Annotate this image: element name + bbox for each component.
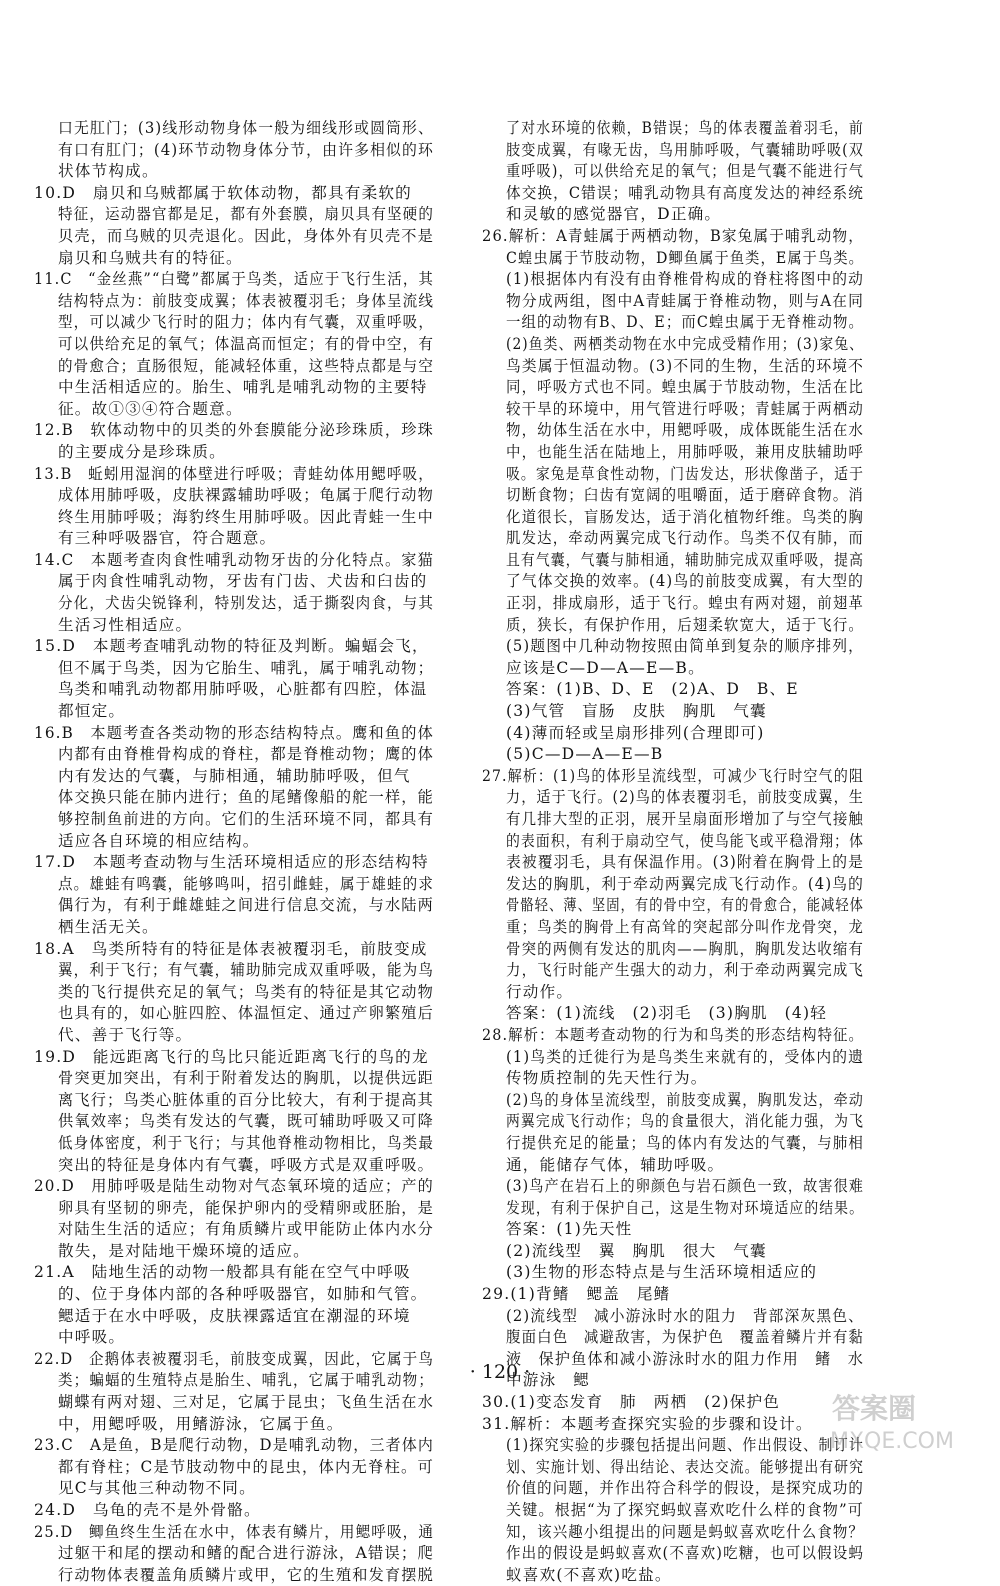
page-number: · 120 · xyxy=(469,1361,531,1383)
text-line: 供氧效率；鸟类有发达的气囊，既可辅助呼吸又可降 xyxy=(58,1112,434,1131)
watermark-url: MXQE.COM xyxy=(830,1429,954,1454)
text-line: 肌发达，牵动两翼完成飞行动作。鸟类不仅有肺，而 xyxy=(506,529,864,548)
text-line: (1)根据体内有没有由脊椎骨构成的脊柱将图中的动 xyxy=(506,270,864,289)
text-line: 可以供给充足的氧气；体温高而恒定；有的骨中空，有 xyxy=(58,334,434,353)
text-line: (2)流线型 减小游泳时水的阻力 背部深灰黑色、 xyxy=(506,1306,864,1325)
text-line: 腹面白色 减避敌害，为保护色 覆盖着鳞片并有黏 xyxy=(506,1328,864,1347)
text-line: 24.D 乌龟的壳不是外骨骼。 xyxy=(34,1501,261,1519)
text-line: 适应各自环境的相应结构。 xyxy=(58,831,260,850)
text-line: (3)气管 盲肠 皮肤 胸肌 气囊 xyxy=(506,702,767,721)
text-line: 结构特点为：前肢变成翼；体表被覆羽毛；身体呈流线 xyxy=(58,291,434,310)
text-line: 中，也能生活在陆地上，用肺呼吸，兼用皮肤辅助呼 xyxy=(506,442,864,461)
text-line: 蝴蝶有两对翅、三对足，它属于昆虫；飞鱼生活在水 xyxy=(58,1393,434,1412)
text-line: 中呼吸。 xyxy=(58,1328,126,1347)
text-line: (3)生物的形态特点是与生活环境相适应的 xyxy=(506,1263,818,1282)
text-line: 物，幼体生活在水中，用鳃呼吸，成体既能生活在水 xyxy=(506,421,864,440)
text-line: 突出的特征是身体内有气囊，呼吸方式是双重呼吸。 xyxy=(58,1155,434,1174)
text-line: 14.C 本题考查肉食性哺乳动物牙齿的分化特点。家猫 xyxy=(34,550,434,569)
text-line: 中生活相适应的。胎生、哺乳是哺乳动物的主要特 xyxy=(58,378,428,397)
text-line: 较干旱的环境中，用气管进行呼吸；青蛙属于两栖动 xyxy=(506,399,864,418)
text-line: 状体节构成。 xyxy=(58,162,159,181)
text-line: 同，呼吸方式也不同。蝗虫属于节肢动物，生活在比 xyxy=(506,378,864,397)
text-line: 的骨愈合；直肠很短，能减轻体重，这些特点都是与空 xyxy=(58,356,434,375)
text-line: 16.B 本题考查各类动物的形态结构特点。鹰和鱼的体 xyxy=(34,723,434,742)
text-line: 中，用鳃呼吸，用鳍游泳，它属于鱼。 xyxy=(58,1414,344,1433)
text-line: (3)鸟产在岩石上的卵颜色与岩石颜色一致，故害很难 xyxy=(506,1177,864,1196)
text-line: 31.解析：本题考查探究实验的步骤和设计。 xyxy=(482,1414,813,1433)
text-line: 生活习性相适应。 xyxy=(58,615,193,634)
text-line: 成体用肺呼吸，皮肤裸露辅助呼吸；龟属于爬行动物 xyxy=(58,486,434,505)
watermark-logo xyxy=(826,1386,996,1456)
text-line: 贝壳，而乌贼的贝壳退化。因此，身体外有贝壳不是 xyxy=(58,226,434,245)
text-line: 发现，有利于保护自己，这是生物对环境适应的结果。 xyxy=(506,1198,864,1217)
text-line: 17.D 本题考查动物与生活环境相适应的形态结构特 xyxy=(34,853,429,872)
text-line: 划、实施计划、得出结论、表达交流。能够提出有研究 xyxy=(506,1457,864,1476)
text-line: 体交换，C错误；哺乳动物具有高度发达的神经系统 xyxy=(506,183,864,202)
text-line: 重；鸟类的胸骨上有高耸的突起部分叫作龙骨突，龙 xyxy=(506,917,864,936)
text-line: 对陆生生活的适应；有角质鳞片或甲能防止体内水分 xyxy=(58,1220,434,1239)
text-line: 中游泳 鳃 xyxy=(506,1371,590,1390)
text-line: 行动作。 xyxy=(506,982,574,1001)
text-line: 离飞行；鸟类心脏体重的百分比较大，有利于提高其 xyxy=(58,1090,434,1109)
text-line: 型，可以减少飞行时的阻力；体内有气囊，双重呼吸， xyxy=(58,313,434,332)
text-line: 15.D 本题考查哺乳动物的特征及判断。蝙蝠会飞， xyxy=(34,637,429,656)
text-line: 力，适于飞行。(2)鸟的体表覆羽毛，前肢变成翼，生 xyxy=(506,788,864,807)
text-line: 点。雄蛙有鸣囊，能够鸣叫，招引雌蛙，属于雄蛙的求 xyxy=(58,874,434,893)
text-line: 28.解析：本题考查动物的行为和鸟类的形态结构特征。 xyxy=(482,1025,864,1044)
text-line: 骨突的两侧有发达的肌肉——胸肌，胸肌发达收缩有 xyxy=(506,939,864,958)
text-line: 过躯干和尾的摆动和鳍的配合进行游泳，A错误；爬 xyxy=(58,1544,434,1563)
text-line: (2)鱼类、两栖类动物在水中完成受精作用；(3)家兔、 xyxy=(506,334,864,353)
text-line: 作出的假设是蚂蚁喜欢(不喜欢)吃糖，也可以假设蚂 xyxy=(506,1544,864,1563)
text-line: 类的飞行提供充足的氧气；鸟类有的特征是其它动物 xyxy=(58,982,434,1001)
text-line: 27.解析：(1)鸟的体形呈流线型，可减少飞行时空气的阻 xyxy=(482,766,864,785)
text-line: (1)鸟类的迁徙行为是鸟类生来就有的，受体内的遗 xyxy=(506,1047,864,1066)
text-line: 够控制鱼前进的方向。它们的生活环境不同，都具有 xyxy=(58,810,434,828)
text-line: 和灵敏的感觉器官，D正确。 xyxy=(506,205,722,224)
text-line: 液 保护鱼体和减小游泳时水的阻力作用 鳍 水 xyxy=(506,1349,864,1368)
text-line: 两翼完成飞行动作；鸟的食量很大，消化能力强，为飞 xyxy=(506,1112,864,1131)
text-line: 吸。家兔是草食性动物，门齿发达，形状像凿子，适于 xyxy=(506,464,864,483)
text-line: 质，狭长，有保护作用，后翅柔软宽大，适于飞行。 xyxy=(506,615,864,634)
text-line: 也具有的，如心脏四腔、体温恒定、通过产卵繁殖后 xyxy=(58,1004,434,1023)
text-line: 特征，运动器官都是足，都有外套膜，扇贝具有坚硬的 xyxy=(58,205,434,224)
text-line: 切断食物；臼齿有宽阔的咀嚼面，适于磨碎食物。消 xyxy=(506,486,864,505)
text-line: 物分成两组，图中A青蛙属于脊椎动物，则与A在同 xyxy=(506,291,864,310)
text-line: 26.解析：A青蛙属于两栖动物，B家兔属于哺乳动物， xyxy=(482,226,864,245)
text-line: 但不属于鸟类，因为它胎生、哺乳，属于哺乳动物； xyxy=(58,658,434,677)
text-line: 的表面积，有利于扇动空气，使鸟能飞或平稳滑翔；体 xyxy=(506,831,864,850)
text-line: 10.D 扇贝和乌贼都属于软体动物，都具有柔软的 xyxy=(34,183,412,202)
text-line: 20.D 用肺呼吸是陆生动物对气态氧环境的适应；产的 xyxy=(34,1177,434,1196)
text-line: 发达的胸肌，利于牵动两翼完成飞行动作。(4)鸟的 xyxy=(506,874,864,893)
text-line: 23.C A是鱼，B是爬行动物，D是哺乳动物，三者体内 xyxy=(34,1436,434,1455)
text-line: 内都有由脊椎骨构成的脊柱，都是脊椎动物；鹰的体 xyxy=(58,745,434,764)
text-line: 答案：(1)流线 (2)羽毛 (3)胸肌 (4)轻 xyxy=(506,1004,828,1023)
text-line: 属于肉食性哺乳动物，牙齿有门齿、犬齿和臼齿的 xyxy=(58,572,428,591)
text-line: 鳃适于在水中呼吸，皮肤裸露适宜在潮湿的环境 xyxy=(58,1306,411,1325)
text-line: 行动物体表覆盖角质鳞片或甲，它的生殖和发育摆脱 xyxy=(58,1565,434,1584)
text-line: (2)流线型 翼 胸肌 很大 气囊 xyxy=(506,1241,767,1260)
text-line: (5)题图中几种动物按照由简单到复杂的顺序排列， xyxy=(506,637,864,656)
text-line: 蚁喜欢(不喜欢)吃盐。 xyxy=(506,1565,672,1584)
text-line: 骨骼轻、薄、坚固，有的骨中空，有的骨愈合，能减轻体 xyxy=(506,896,864,915)
text-line: 18.A 鸟类所特有的特征是体表被覆羽毛，前肢变成 xyxy=(34,939,428,958)
text-line: 21.A 陆地生活的动物一般都具有能在空气中呼吸 xyxy=(34,1263,411,1282)
text-line: 13.B 蚯蚓用湿润的体壁进行呼吸；青蛙幼体用鳃呼吸， xyxy=(34,464,434,483)
text-line: 22.D 企鹅体表被覆羽毛，前肢变成翼，因此，它属于鸟 xyxy=(34,1349,434,1368)
text-line: 了气体交换的效率。(4)鸟的前肢变成翼，有大型的 xyxy=(506,572,864,591)
text-line: 正羽，排成扇形，适于飞行。蝗虫有两对翅，前翅革 xyxy=(506,594,864,613)
text-line: 都有脊柱；C是节肢动物中的昆虫，体内无脊柱。可 xyxy=(58,1457,434,1476)
text-line: 终生用肺呼吸；海豹终生用肺呼吸。因此青蛙一生中 xyxy=(58,507,434,526)
text-line: 征。故①③④符合题意。 xyxy=(58,399,243,418)
text-line: 体交换只能在肺内进行；鱼的尾鳍像船的舵一样，能 xyxy=(58,788,434,807)
text-line: 知，该兴趣小组提出的问题是蚂蚁喜欢吃什么食物？ xyxy=(506,1522,864,1541)
text-line: 鸟类和哺乳动物都用肺呼吸，心脏都有四腔，体温 xyxy=(58,680,428,699)
text-line: 行提供充足的能量；鸟的体内有发达的气囊，与肺相 xyxy=(506,1133,864,1152)
text-line: 偶行为，有利于雌雄蛙之间进行信息交流，与水陆两 xyxy=(58,896,434,915)
text-line: (1)探究实验的步骤包括提出问题、作出假设、制订计 xyxy=(506,1436,864,1455)
text-line: 29.(1)背鳍 鳃盖 尾鳍 xyxy=(482,1285,671,1304)
text-line: 都恒定。 xyxy=(58,702,126,721)
text-line: 且有气囊，气囊与肺相通，辅助肺完成双重呼吸，提高 xyxy=(506,550,864,569)
text-line: 栖生活无关。 xyxy=(58,917,159,936)
text-line: 有几排大型的正羽，展开呈扇面形增加了与空气接触 xyxy=(506,810,864,828)
text-line: 19.D 能远距离飞行的鸟比只能近距离飞行的鸟的龙 xyxy=(34,1047,429,1066)
text-line: 了对水环境的依赖，B错误；鸟的体表覆盖着羽毛，前 xyxy=(506,119,864,137)
text-line: 扇贝和乌贼共有的特征。 xyxy=(58,248,243,267)
watermark-cn: 答案圈 xyxy=(832,1392,917,1425)
text-line: C蝗虫属于节肢动物，D鲫鱼属于鱼类，E属于鸟类。 xyxy=(506,248,864,267)
text-line: (4)薄而轻或呈扇形排列(合理即可) xyxy=(506,723,765,742)
text-line: 应该是C—D—A—E—B。 xyxy=(506,658,705,677)
text-line: 有三种呼吸器官，符合题意。 xyxy=(58,529,277,548)
text-line: 的主要成分是珍珠质。 xyxy=(58,442,226,461)
text-line: 翼，利于飞行；有气囊，辅助肺完成双重呼吸，能为鸟 xyxy=(58,961,434,980)
text-line: 力，飞行时能产生强大的动力，利于牵动两翼完成飞 xyxy=(506,961,864,980)
text-line: 表被覆羽毛，具有保温作用。(3)附着在胸骨上的是 xyxy=(506,853,864,872)
text-line: 口无肛门；(3)线形动物身体一般为细线形或圆筒形、 xyxy=(58,119,434,137)
text-line: 关键。根据“为了探究蚂蚁喜欢吃什么样的食物”可 xyxy=(506,1501,864,1519)
text-line: 11.C “金丝燕”“白鹭”都属于鸟类，适应于飞行生活，其 xyxy=(34,270,434,289)
text-line: 12.B 软体动物中的贝类的外套膜能分泌珍珠质，珍珠 xyxy=(34,421,434,440)
text-line: 传物质控制的先天性行为。 xyxy=(506,1069,708,1088)
text-line: 散失，是对陆地干燥环境的适应。 xyxy=(58,1241,310,1260)
text-line: 通，能储存气体，辅助呼吸。 xyxy=(506,1155,725,1174)
text-line: 代、善于飞行等。 xyxy=(58,1025,193,1044)
text-line: 重呼吸)，可以供给充足的氧气；但是气囊不能进行气 xyxy=(506,162,864,181)
text-line: 的、位于身体内部的各种呼吸器官，如肺和气管。 xyxy=(58,1285,428,1304)
text-line: 30.(1)变态发育 肺 两栖 (2)保护色 xyxy=(482,1393,781,1412)
text-line: 见C与其他三种动物不同。 xyxy=(58,1479,256,1498)
text-line: 25.D 鲫鱼终生生活在水中，体表有鳞片，用鳃呼吸，通 xyxy=(34,1522,434,1541)
text-line: 价值的问题，并作出符合科学的假设，是探究成功的 xyxy=(506,1479,864,1498)
text-line: 骨突更加突出，有利于附着发达的胸肌，以提供远距 xyxy=(58,1069,434,1088)
text-line: 化道很长，盲肠发达，适于消化植物纤维。鸟类的胸 xyxy=(506,507,864,526)
text-line: 鸟类属于恒温动物。(3)不同的生物，生活的环境不 xyxy=(506,356,864,375)
text-line: 分化，犬齿尖锐锋利，特别发达，适于撕裂肉食，与其 xyxy=(58,594,434,613)
text-line: (5)C—D—A—E—B xyxy=(506,745,664,764)
text-line: 一组的动物有B、D、E；而C蝗虫属于无脊椎动物。 xyxy=(506,313,864,332)
text-line: 答案：(1)B、D、E (2)A、D B、E xyxy=(506,680,799,699)
text-line: 内有发达的气囊，与肺相通，辅助肺呼吸，但气 xyxy=(58,766,411,785)
text-line: 卵具有坚韧的卵壳，能保护卵内的受精卵或胚胎，是 xyxy=(58,1198,434,1217)
text-line: 低身体密度，利于飞行；与其他脊椎动物相比，鸟类最 xyxy=(58,1133,434,1152)
text-line: 肢变成翼，有喙无齿，鸟用肺呼吸，气囊辅助呼吸(双 xyxy=(506,140,864,159)
text-line: 答案：(1)先天性 xyxy=(506,1220,633,1239)
text-line: 类；蝙蝠的生殖特点是胎生、哺乳，它属于哺乳动物； xyxy=(58,1371,434,1390)
text-line: 有口有肛门；(4)环节动物身体分节，由许多相似的环 xyxy=(58,140,434,159)
text-line: (2)鸟的身体呈流线型，前肢变成翼，胸肌发达，牵动 xyxy=(506,1090,864,1109)
